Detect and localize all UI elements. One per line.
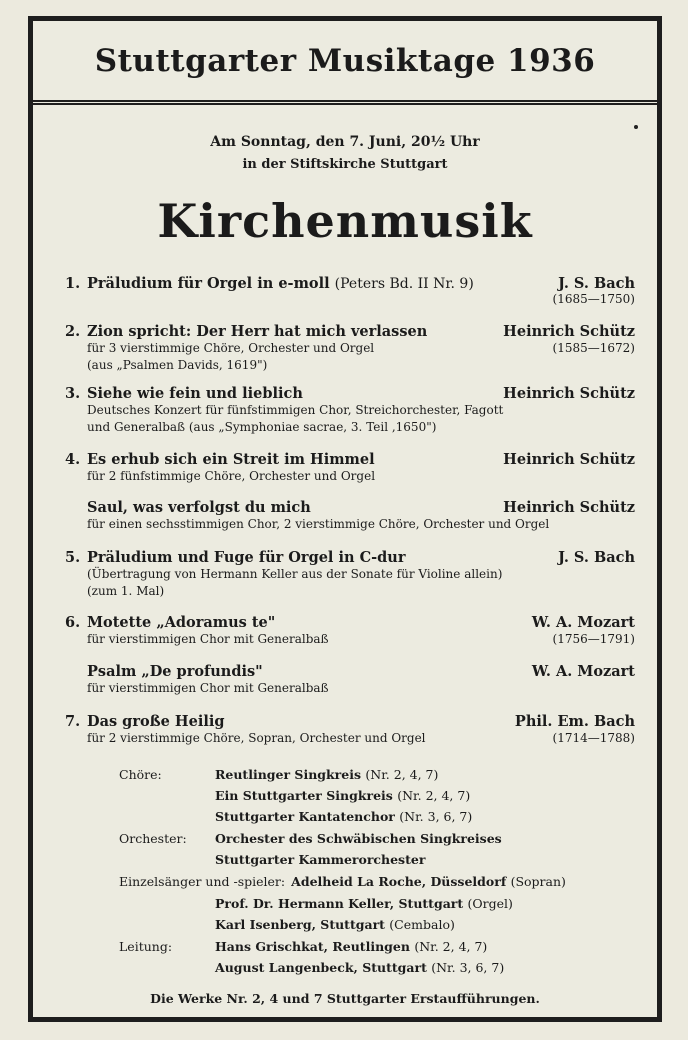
- item-title: Zion spricht: Der Herr hat mich verlassen: [87, 323, 428, 340]
- credit-label: Einzelsänger und -spieler:: [119, 874, 286, 889]
- item-title: Das große Heilig: [87, 713, 225, 730]
- program-item-4: [65, 451, 635, 485]
- ink-speck: [634, 125, 638, 129]
- credit-name: Stuttgarter Kammerorchester: [215, 852, 426, 867]
- item-composer: Heinrich Schütz: [503, 323, 635, 340]
- credit-row: [119, 809, 635, 824]
- credit-name: Orchester des Schwäbischen Singkreises: [215, 831, 502, 846]
- item-detail: (Übertragung von Hermann Keller aus der Sonate für Violine allein): [87, 567, 503, 581]
- item-title: Es erhub sich ein Streit im Himmel: [87, 451, 375, 468]
- item-number: 5.: [65, 549, 81, 566]
- item-composer: Heinrich Schütz: [503, 451, 635, 468]
- credit-note: (Sopran): [510, 874, 566, 889]
- item-title: Psalm „De profundis": [87, 663, 263, 680]
- credit-row: [119, 874, 635, 889]
- item-detail: für einen sechsstimmigen Chor, 2 vierstimmige Chöre, Orchester und Orgel: [87, 517, 550, 531]
- intro-venue: in der Stiftskirche Stuttgart: [242, 157, 448, 172]
- credit-note: (Nr. 3, 6, 7): [399, 809, 473, 824]
- credit-note: (Nr. 2, 4, 7): [414, 939, 488, 954]
- program-item-6: [65, 614, 635, 648]
- item-detail: für 2 fünfstimmige Chöre, Orchester und Orgel: [87, 469, 376, 483]
- credit-row: [119, 917, 635, 932]
- item-composer: W. A. Mozart: [531, 614, 635, 631]
- credit-name: Reutlinger Singkreis: [215, 767, 362, 782]
- item-title: Siehe wie fein und lieblich: [87, 385, 303, 402]
- item-number: 3.: [65, 385, 81, 402]
- credit-row: [119, 896, 635, 911]
- credit-row: [119, 939, 635, 954]
- item-composer: J. S. Bach: [558, 549, 635, 566]
- item-composer: J. S. Bach: [558, 275, 635, 292]
- credit-name: Adelheid La Roche, Düsseldorf: [291, 874, 507, 889]
- header: [33, 21, 657, 105]
- credit-name: Ein Stuttgarter Singkreis: [215, 788, 393, 803]
- credit-name: Hans Grischkat, Reutlingen: [215, 939, 410, 954]
- credit-note: (Cembalo): [389, 917, 455, 932]
- credit-name: Stuttgarter Kantatenchor: [215, 809, 395, 824]
- credit-label: Chöre:: [119, 767, 162, 782]
- program-item-3: [65, 385, 635, 436]
- program-frame: [28, 16, 662, 1022]
- item-composer: Heinrich Schütz: [503, 385, 635, 402]
- item-number: 6.: [65, 614, 81, 631]
- item-number: 4.: [65, 451, 81, 468]
- item-composer: Phil. Em. Bach: [514, 713, 635, 730]
- credit-note: (Nr. 2, 4, 7): [397, 788, 471, 803]
- item-title: Saul, was verfolgst du mich: [87, 499, 311, 516]
- program-item-2: [65, 323, 635, 374]
- item-detail: für 3 vierstimmige Chöre, Orchester und Orgel: [87, 341, 375, 355]
- header-title: Stuttgarter Musiktage 1936: [94, 42, 596, 79]
- credit-row: [119, 831, 635, 846]
- item-detail: (zum 1. Mal): [87, 584, 165, 598]
- program-item-1: [65, 275, 635, 306]
- item-detail: Deutsches Konzert für fünfstimmigen Chor, Streichorchester, Fagott: [87, 403, 504, 417]
- item-composer: Heinrich Schütz: [503, 499, 635, 516]
- credit-note: (Nr. 3, 6, 7): [431, 960, 505, 975]
- program-item-7: [65, 713, 635, 747]
- credit-name: Prof. Dr. Hermann Keller, Stuttgart: [215, 896, 464, 911]
- item-years: (1756—1791): [552, 632, 635, 646]
- credit-label: Orchester:: [119, 831, 187, 846]
- item-edition: (Peters Bd. II Nr. 9): [334, 276, 474, 292]
- credit-name: Karl Isenberg, Stuttgart: [215, 917, 385, 932]
- item-detail: und Generalbaß (aus „Symphoniae sacrae, 3. Teil ,1650"): [87, 420, 437, 434]
- credit-row: [119, 960, 635, 975]
- item-title: Präludium für Orgel in e-moll: [87, 275, 330, 292]
- item-composer: W. A. Mozart: [531, 663, 635, 680]
- credit-note: (Orgel): [467, 896, 513, 911]
- item-detail: für vierstimmigen Chor mit Generalbaß: [87, 681, 329, 695]
- item-detail: (aus „Psalmen Davids, 1619"): [87, 358, 268, 372]
- program-item-6b: [65, 663, 635, 697]
- item-title: Präludium und Fuge für Orgel in C-dur: [87, 549, 406, 566]
- item-years: (1714—1788): [552, 731, 635, 745]
- intro-date: Am Sonntag, den 7. Juni, 20½ Uhr: [210, 134, 480, 150]
- item-number: 7.: [65, 713, 81, 730]
- credit-note: (Nr. 2, 4, 7): [365, 767, 439, 782]
- item-years: (1685—1750): [552, 292, 635, 306]
- main-title: Kirchenmusik: [157, 194, 533, 248]
- credit-row: [119, 767, 635, 782]
- credit-row: [119, 788, 635, 803]
- credit-row: [119, 852, 635, 867]
- item-title: Motette „Adoramus te": [87, 614, 276, 631]
- item-detail: für vierstimmigen Chor mit Generalbaß: [87, 632, 329, 646]
- item-detail: für 2 vierstimmige Chöre, Sopran, Orchester und Orgel: [87, 731, 426, 745]
- credit-name: August Langenbeck, Stuttgart: [215, 960, 427, 975]
- program-item-5: [65, 549, 635, 600]
- footer-note: Die Werke Nr. 2, 4 und 7 Stuttgarter Erstaufführungen.: [150, 991, 540, 1006]
- program-item-4b: [65, 499, 635, 533]
- item-years: (1585—1672): [552, 341, 635, 355]
- item-number: 1.: [65, 275, 81, 292]
- item-number: 2.: [65, 323, 81, 340]
- credit-label: Leitung:: [119, 939, 173, 954]
